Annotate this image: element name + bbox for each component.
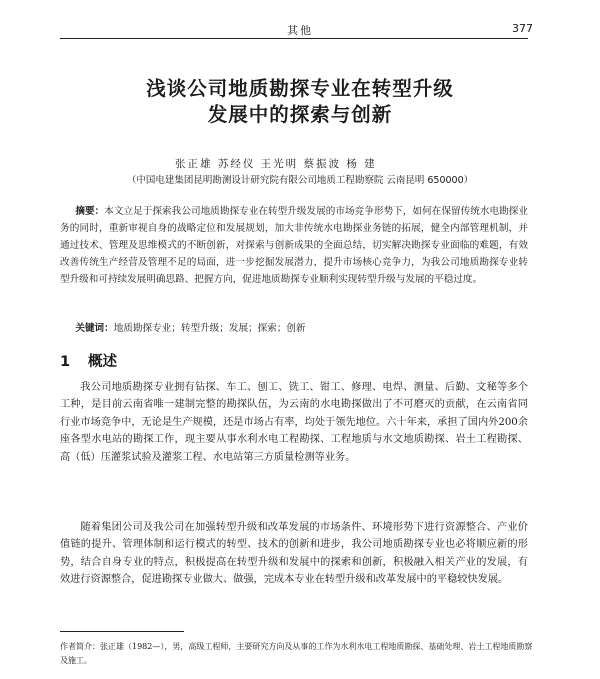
author-affiliation: （中国电建集团昆明勘测设计研究院有限公司地质工程勘察院 云南昆明 650000） xyxy=(126,175,474,186)
header-rule xyxy=(60,38,528,39)
page-number: 377 xyxy=(512,22,533,35)
footnote-rule xyxy=(60,631,184,632)
keywords-text: 地质勘探专业；转型升级；发展；探索；创新 xyxy=(113,323,306,334)
abstract-label: 摘要： xyxy=(75,206,105,217)
section-number: 1 xyxy=(60,354,71,370)
body-paragraph: 随着集团公司及我公司在加强转型升级和改革发展的市场条件、环境形势下进行资源整合、产业价值链的提升、管理体制和运行模式的转型、技术的创新和进步，我公司地质勘探专业也必将顺应新的形势，结合自身专业的特点，积极提高在转型升级和发展中的探索和创新，积极融入相关产业的发展，有效进行资源整合，促进勘探专业做大、做强，完成本专业在转型升级和改革发展中的平稳较快发展。 xyxy=(60,522,528,586)
keywords-label: 关键词： xyxy=(75,323,114,334)
article-title xyxy=(0,76,600,128)
section-heading xyxy=(60,350,117,371)
author-list: 张正雄 苏经仪 王光明 蔡振波 杨 建 xyxy=(175,158,377,170)
body-paragraph: 我公司地质勘探专业拥有钻探、车工、刨工、铣工、钳工、修理、电焊、测量、后勤、文秘等多个工种，是目前云南省唯一建制完整的勘探队伍，为云南的水电勘探做出了不可磨灭的贡献，在云南省同行业市场竞争中，无论是生产规模，还是市场占有率，均处于领先地位。六十年来，承担了国内外200余座各型水电站的勘探工作，现主要从事水利水电工程勘探、工程地质与水文地质勘探、岩土工程勘探、高（低）压灌浆试验及灌浆工程、水电站第三方质量检测等业务。 xyxy=(60,382,528,463)
author-footnote: 作者简介：张正雄（1982—），男，高级工程师，主要研究方向及从事的工作为水利水电工程地质勘探、基础处理、岩土工程地质勘察及施工。 xyxy=(60,642,533,665)
abstract-text: 本文立足于探索我公司地质勘探专业在转型升级发展的市场竞争形势下，如何在保留传统水电勘探业务的同时，重新审视自身的战略定位和发展规划，加大非传统水电勘探业务链的拓展，健全内部管理机制，并通过技术、管理及思维模式的不断创新，对探索与创新成果的全面总结，切实解决勘探专业面临的难题，有效改善传统生产经营及管理不足的局面，进一步挖掘发展潜力，提升市场核心竞争力，为我公司地质勘探专业转型升级和可持续发展明确思路、把握方向，促进地质勘探专业顺利实现转型升级与发展的平稳过度。 xyxy=(60,206,529,286)
section-title: 概述 xyxy=(88,354,117,370)
abstract xyxy=(60,203,528,288)
title-line-1: 浅谈公司地质勘探专业在转型升级 xyxy=(146,77,454,100)
title-line-2: 发展中的探索与创新 xyxy=(207,103,393,126)
keywords xyxy=(60,321,528,337)
running-header-category: 其他 xyxy=(287,24,313,37)
